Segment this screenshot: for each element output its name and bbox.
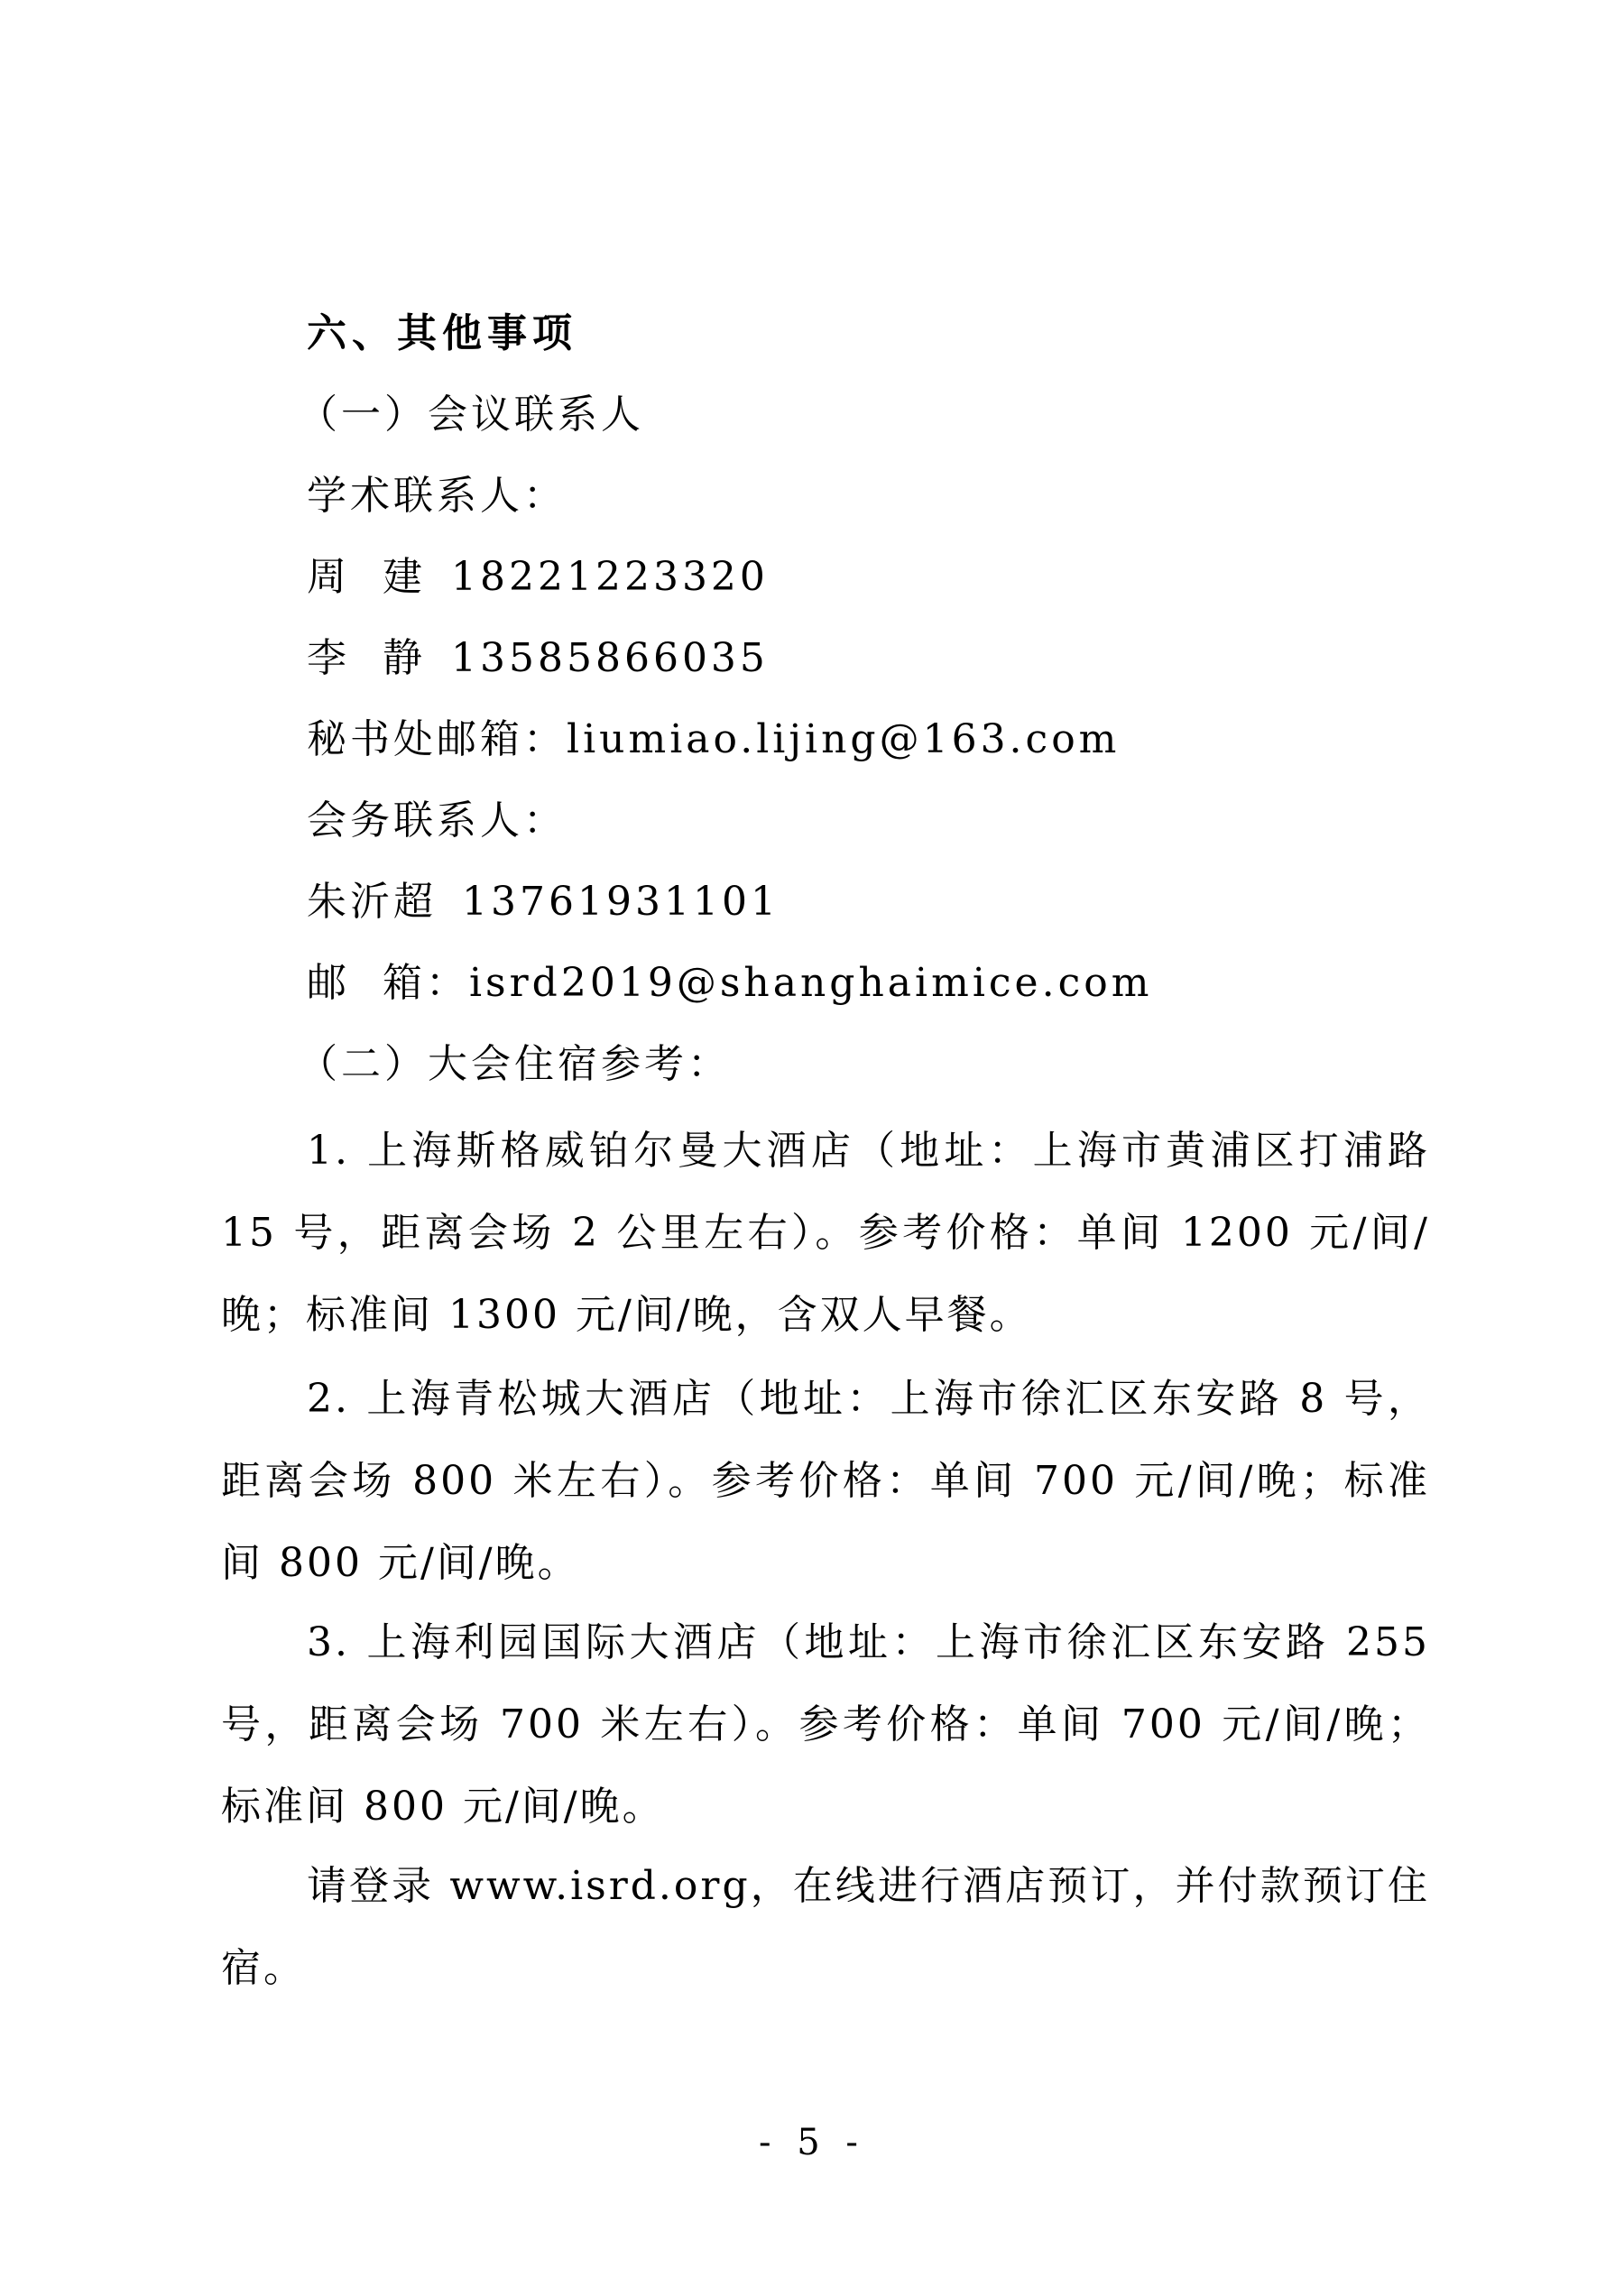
conference-email-label: 邮 箱： <box>307 960 469 1006</box>
section-heading: 六、其他事项 <box>307 310 577 356</box>
page-number: - 5 - <box>759 2122 865 2163</box>
hotel-item-2: 2. 上海青松城大酒店（地址：上海市徐汇区东安路 8 号，距离会场 800 米左右）。参考价格：单间 700 元/间/晚；标准间 800 元/间/晚。 <box>221 1376 1430 1586</box>
hotel-item-3: 3. 上海利园国际大酒店（地址：上海市徐汇区东安路 255 号，距离会场 700 米左右）。参考价格：单间 700 元/间/晚；标准间 800 元/间/晚。 <box>221 1619 1430 1830</box>
conference-email: isrd2019@shanghaimice.com <box>468 960 1153 1006</box>
academic-contact-2 <box>307 632 769 686</box>
secretariat-email: liumiao.lijing@163.com <box>567 716 1121 762</box>
conference-email-line <box>307 956 1152 1010</box>
contact-phone: 18221223320 <box>450 554 769 600</box>
booking-note: 请登录 www.isrd.org，在线进行酒店预订，并付款预订住宿。 <box>221 1863 1430 1991</box>
hotel-item-1: 1. 上海斯格威铂尔曼大酒店（地址：上海市黄浦区打浦路 15 号，距离会场 2 公里左右）。参考价格：单间 1200 元/间/晚；标准间 1300 元/间/晚，含双人早餐。 <box>221 1128 1430 1338</box>
academic-contact-label: 学术联系人： <box>307 473 567 519</box>
academic-contact-1 <box>307 550 769 604</box>
contact-name: 朱沂超 <box>307 879 437 925</box>
contact-phone: 13761931101 <box>462 879 780 925</box>
conference-contact-label: 会务联系人： <box>307 798 567 844</box>
accommodation-title: （二）大会住宿参考： <box>298 1041 731 1087</box>
conference-contact <box>307 875 780 929</box>
secretariat-email-line <box>307 713 1120 767</box>
secretariat-email-label: 秘书处邮箱： <box>307 716 567 762</box>
contact-name: 李 静 <box>307 635 426 681</box>
contact-name: 周 建 <box>307 554 426 600</box>
contacts-title: （一）会议联系人 <box>298 392 644 438</box>
contact-phone: 13585866035 <box>450 635 769 681</box>
